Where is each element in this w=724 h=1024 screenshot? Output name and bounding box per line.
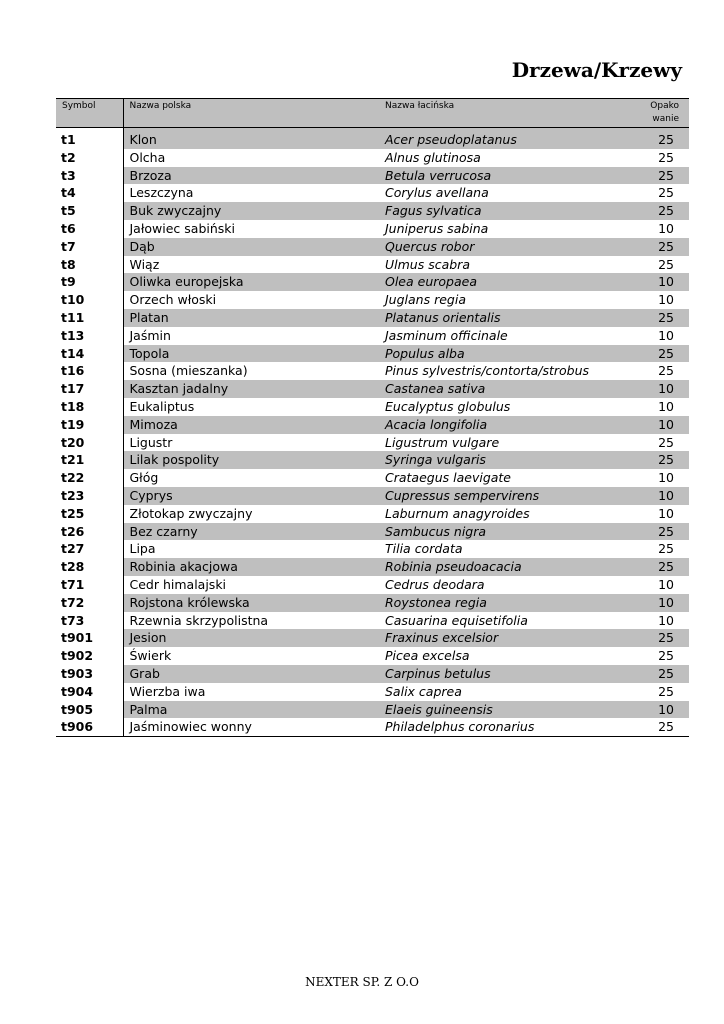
cell-polish-name: Kasztan jadalny (123, 380, 379, 398)
table-row (56, 540, 689, 558)
cell-symbol: t26 (56, 523, 123, 541)
table-row (56, 612, 689, 630)
cell-latin-name: Corylus avellana (385, 185, 489, 201)
header-latin-name: Nazwa łacińska (379, 99, 625, 128)
footer-company: NEXTER SP. Z O.O (305, 975, 419, 989)
cell-symbol: t27 (56, 540, 123, 558)
table-row (56, 523, 689, 541)
cell-packing: 25 (625, 718, 689, 736)
cell-packing: 25 (625, 451, 689, 469)
cell-polish-name: Topola (123, 345, 379, 363)
cell-symbol: t20 (56, 434, 123, 452)
cell-latin-name: Robinia pseudoacacia (379, 558, 625, 576)
cell-latin-name: Casuarina equisetifolia (385, 612, 528, 628)
cell-polish-name: Jesion (123, 629, 379, 647)
cell-latin-name: Roystonea regia (379, 594, 625, 612)
cell-symbol: t903 (56, 665, 123, 683)
table-row (56, 398, 689, 416)
table-row (56, 558, 689, 576)
table-row (56, 309, 689, 327)
cell-packing: 10 (625, 416, 689, 434)
cell-polish-name: Bez czarny (123, 523, 379, 541)
cell-packing: 25 (658, 256, 674, 272)
table-row (56, 380, 689, 398)
table-row (56, 665, 689, 683)
cell-symbol: t13 (56, 327, 123, 345)
cell-packing: 25 (625, 202, 689, 220)
table-row (56, 505, 689, 523)
cell-polish-name: Cedr himalajski (129, 576, 227, 592)
cell-latin-name: Cedrus deodara (385, 576, 485, 592)
cell-packing: 10 (625, 701, 689, 719)
table-row (56, 647, 689, 665)
cell-polish-name: Rzewnia skrzypolistna (129, 612, 269, 628)
cell-symbol: t6 (56, 220, 123, 238)
cell-symbol: t14 (56, 345, 123, 363)
cell-polish-name: Jaśmin (129, 327, 171, 343)
table-row (56, 149, 689, 167)
cell-latin-name: Cupressus sempervirens (379, 487, 625, 505)
cell-latin-name: Elaeis guineensis (379, 701, 625, 719)
cell-latin-name: Crataegus laevigate (385, 470, 512, 486)
cell-symbol: t902 (56, 647, 123, 665)
cell-polish-name: Dąb (123, 238, 379, 256)
table-row (56, 416, 689, 434)
cell-polish-name: Oliwka europejska (123, 273, 379, 291)
cell-packing: 10 (625, 594, 689, 612)
cell-polish-name: Lipa (129, 541, 156, 557)
cell-symbol: t22 (56, 469, 123, 487)
cell-symbol: t11 (56, 309, 123, 327)
cell-latin-name: Castanea sativa (379, 380, 625, 398)
cell-polish-name: Platan (123, 309, 379, 327)
table-row (56, 469, 689, 487)
cell-packing: 25 (658, 185, 674, 201)
cell-symbol: t5 (56, 202, 123, 220)
cell-symbol: t16 (56, 362, 123, 380)
cell-latin-name: Juglans regia (385, 292, 466, 308)
table-row (56, 327, 689, 345)
cell-symbol: t28 (56, 558, 123, 576)
cell-polish-name: Wierzba iwa (129, 683, 206, 699)
cell-latin-name: Juniperus sabina (385, 220, 489, 236)
cell-symbol: t2 (56, 149, 123, 167)
cell-packing: 25 (625, 167, 689, 185)
cell-symbol: t71 (56, 576, 123, 594)
cell-latin-name: Acacia longifolia (379, 416, 625, 434)
cell-packing: 10 (625, 380, 689, 398)
cell-symbol: t23 (56, 487, 123, 505)
cell-packing: 25 (658, 541, 674, 557)
cell-latin-name: Picea excelsa (385, 648, 470, 664)
table-row (56, 701, 689, 719)
cell-polish-name: Olcha (129, 149, 166, 165)
cell-polish-name: Głóg (129, 470, 159, 486)
cell-latin-name: Fagus sylvatica (379, 202, 625, 220)
cell-polish-name: Rojstona królewska (123, 594, 379, 612)
cell-packing: 10 (658, 398, 674, 414)
cell-packing: 25 (658, 149, 674, 165)
cell-packing: 25 (625, 345, 689, 363)
cell-latin-name: Quercus robor (379, 238, 625, 256)
trees-table (56, 98, 689, 737)
cell-latin-name: Ligustrum vulgare (385, 434, 500, 450)
cell-packing: 25 (625, 309, 689, 327)
cell-symbol: t904 (56, 683, 123, 701)
header-polish-name: Nazwa polska (123, 99, 379, 128)
cell-polish-name: Klon (123, 128, 379, 149)
table-row (56, 362, 689, 380)
table-row (56, 220, 689, 238)
table-row (56, 345, 689, 363)
header-packing-line2: wanie (652, 114, 679, 124)
table-row (56, 184, 689, 202)
cell-symbol: t18 (56, 398, 123, 416)
cell-symbol: t9 (56, 273, 123, 291)
cell-latin-name: Pinus sylvestris/contorta/strobus (385, 363, 590, 379)
cell-latin-name: Betula verrucosa (379, 167, 625, 185)
cell-symbol: t3 (56, 167, 123, 185)
cell-packing: 25 (625, 128, 689, 149)
cell-latin-name: Syringa vulgaris (379, 451, 625, 469)
cell-symbol: t905 (56, 701, 123, 719)
cell-symbol: t72 (56, 594, 123, 612)
table-row (56, 434, 689, 452)
cell-latin-name: Eucalyptus globulus (385, 398, 511, 414)
cell-latin-name: Acer pseudoplatanus (379, 128, 625, 149)
table-row (56, 487, 689, 505)
cell-polish-name: Ligustr (129, 434, 173, 450)
cell-packing: 25 (658, 363, 674, 379)
cell-polish-name: Lilak pospolity (123, 451, 379, 469)
cell-packing: 10 (658, 505, 674, 521)
table-row (56, 167, 689, 185)
cell-polish-name: Wiąz (129, 256, 160, 272)
cell-latin-name: Salix caprea (385, 683, 462, 699)
cell-symbol: t10 (56, 291, 123, 309)
cell-packing: 25 (625, 523, 689, 541)
cell-latin-name: Philadelphus coronarius (379, 718, 625, 736)
cell-latin-name: Carpinus betulus (379, 665, 625, 683)
cell-packing: 10 (658, 220, 674, 236)
cell-polish-name: Grab (123, 665, 379, 683)
table-row (56, 273, 689, 291)
cell-polish-name: Brzoza (123, 167, 379, 185)
cell-polish-name: Mimoza (123, 416, 379, 434)
cell-symbol: t73 (56, 612, 123, 630)
table-row (56, 256, 689, 274)
cell-polish-name: Robinia akacjowa (123, 558, 379, 576)
cell-packing: 25 (658, 648, 674, 664)
cell-latin-name: Ulmus scabra (385, 256, 470, 272)
cell-latin-name: Fraxinus excelsior (379, 629, 625, 647)
cell-packing: 25 (625, 558, 689, 576)
table-row (56, 576, 689, 594)
cell-packing: 25 (625, 629, 689, 647)
cell-packing: 25 (625, 665, 689, 683)
table-row (56, 451, 689, 469)
cell-packing: 25 (625, 238, 689, 256)
table-row (56, 629, 689, 647)
cell-polish-name: Świerk (129, 648, 172, 664)
cell-latin-name: Laburnum anagyroides (385, 505, 530, 521)
header-symbol: Symbol (56, 99, 123, 128)
cell-polish-name: Sosna (mieszanka) (129, 363, 248, 379)
cell-packing: 10 (658, 612, 674, 628)
cell-polish-name: Złotokap zwyczajny (129, 505, 253, 521)
cell-packing: 10 (625, 273, 689, 291)
table-row (56, 128, 689, 149)
cell-symbol: t901 (56, 629, 123, 647)
table-header-row (56, 99, 689, 128)
table-row (56, 718, 689, 736)
table-row (56, 291, 689, 309)
table-row (56, 238, 689, 256)
cell-polish-name: Orzech włoski (129, 292, 217, 308)
cell-symbol: t21 (56, 451, 123, 469)
table-row (56, 594, 689, 612)
cell-latin-name: Olea europaea (379, 273, 625, 291)
cell-latin-name: Tilia cordata (385, 541, 463, 557)
cell-symbol: t906 (56, 718, 123, 736)
cell-latin-name: Jasminum officinale (385, 327, 508, 343)
cell-polish-name: Eukaliptus (129, 398, 195, 414)
cell-symbol: t4 (56, 184, 123, 202)
page-title: Drzewa/Krzewy (511, 58, 682, 82)
cell-polish-name: Palma (123, 701, 379, 719)
cell-symbol: t19 (56, 416, 123, 434)
cell-latin-name: Populus alba (379, 345, 625, 363)
table-row (56, 202, 689, 220)
cell-latin-name: Sambucus nigra (379, 523, 625, 541)
cell-symbol: t17 (56, 380, 123, 398)
header-packing (625, 99, 689, 128)
cell-symbol: t25 (56, 505, 123, 523)
cell-packing: 10 (658, 576, 674, 592)
cell-packing: 10 (658, 292, 674, 308)
cell-polish-name: Jaśminowiec wonny (123, 718, 379, 736)
cell-latin-name: Platanus orientalis (379, 309, 625, 327)
cell-polish-name: Cyprys (123, 487, 379, 505)
cell-polish-name: Leszczyna (129, 185, 194, 201)
cell-symbol: t7 (56, 238, 123, 256)
cell-latin-name: Alnus glutinosa (385, 149, 481, 165)
cell-polish-name: Jałowiec sabiński (129, 220, 236, 236)
cell-packing: 25 (658, 683, 674, 699)
cell-packing: 10 (625, 487, 689, 505)
table-row (56, 683, 689, 701)
cell-symbol: t1 (56, 128, 123, 149)
cell-polish-name: Buk zwyczajny (123, 202, 379, 220)
header-packing-line1: Opako (650, 101, 679, 111)
cell-packing: 10 (658, 327, 674, 343)
cell-packing: 25 (658, 434, 674, 450)
cell-packing: 10 (658, 470, 674, 486)
cell-symbol: t8 (56, 256, 123, 274)
